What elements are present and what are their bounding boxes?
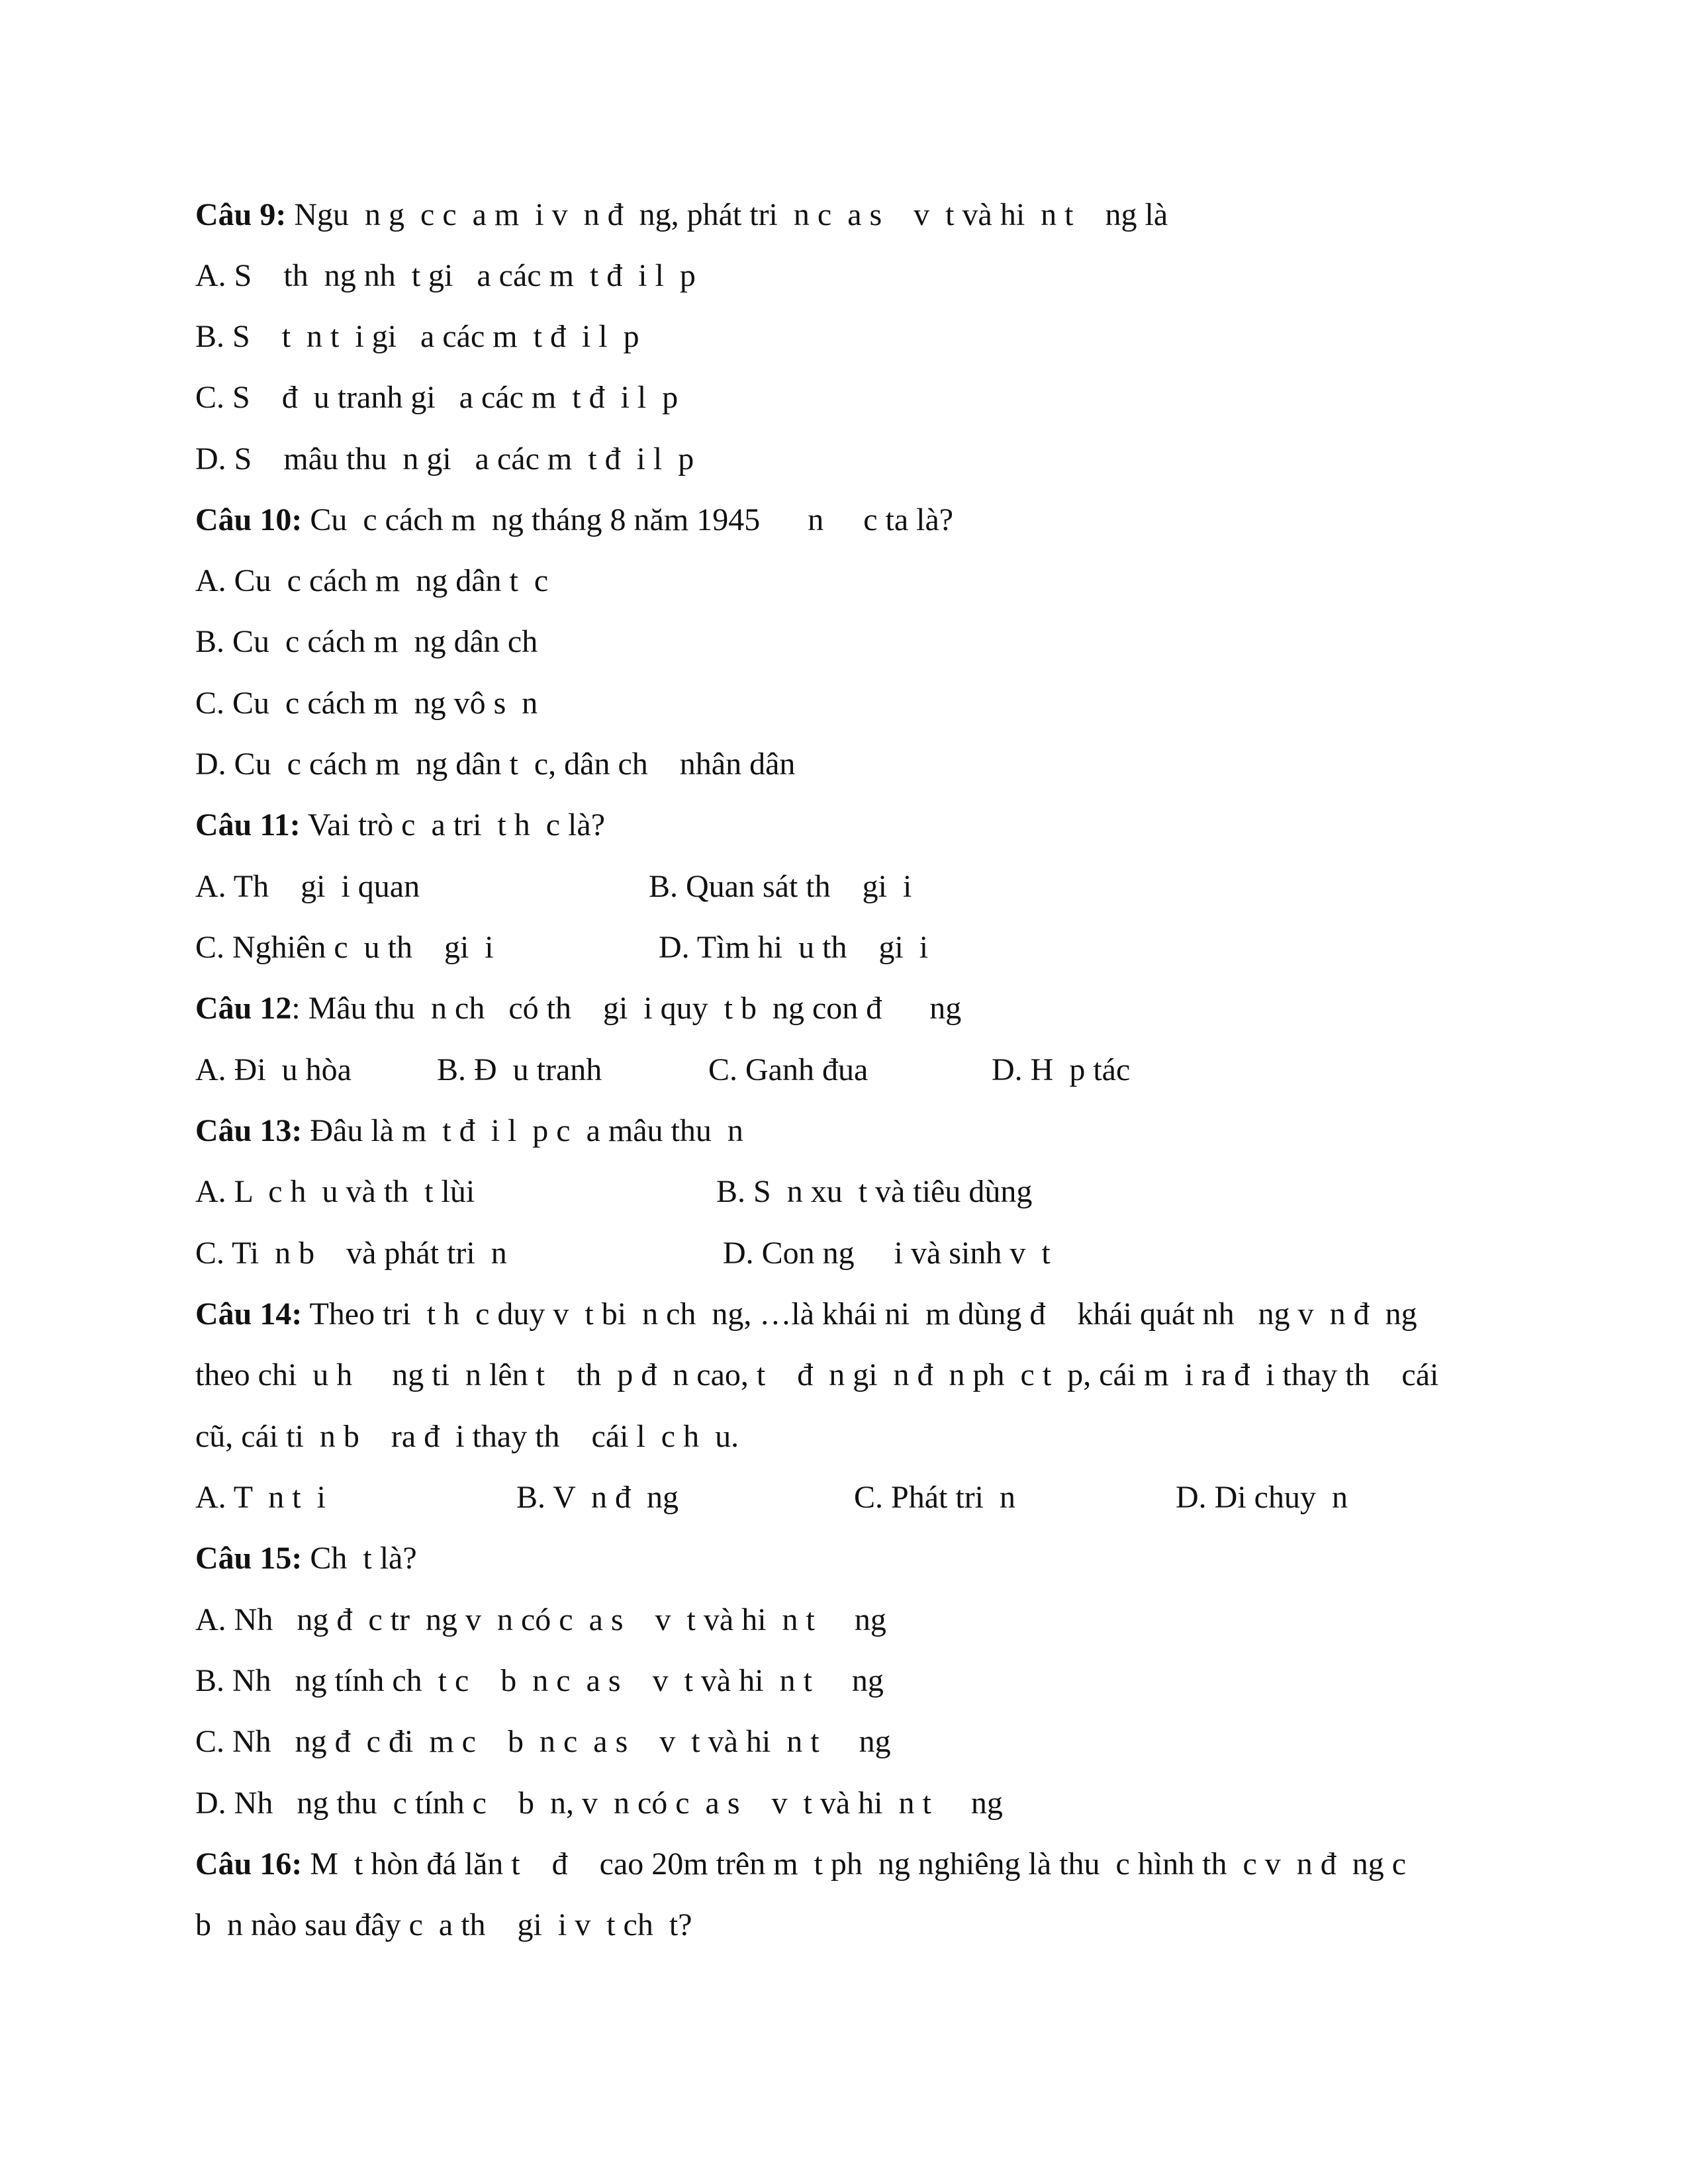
option-10-c: C. Cu c cách m ng vô s n bbox=[195, 686, 538, 721]
question-13-stem bbox=[195, 1111, 743, 1151]
question-14-stem-line-2: theo chi u h ng ti n lên t th p đ n cao, t đ n gi n đ n ph c t p, cái m i ra đ i thay th cái bbox=[195, 1357, 1439, 1392]
question-label: Câu 9: bbox=[195, 197, 287, 232]
question-12-stem bbox=[195, 989, 961, 1028]
question-label: Câu 13: bbox=[195, 1113, 303, 1148]
option-13-d: D. Con ng i và sinh v t bbox=[723, 1236, 1051, 1271]
option-9-d: D. S mâu thu n gi a các m t đ i l p bbox=[195, 441, 694, 477]
option-11-a: A. Th gi i quan bbox=[195, 869, 420, 904]
question-label: Câu 10: bbox=[195, 502, 303, 537]
option-10-b: B. Cu c cách m ng dân ch bbox=[195, 624, 538, 659]
option-15-c: C. Nh ng đ c đi m c b n c a s v t và hi n t ng bbox=[195, 1724, 891, 1759]
option-9-a: A. S th ng nh t gi a các m t đ i l p bbox=[195, 258, 696, 293]
option-15-b: B. Nh ng tính ch t c b n c a s v t và hi n t ng bbox=[195, 1663, 884, 1698]
question-10-stem bbox=[195, 500, 953, 540]
option-9-b: B. S t n t i gi a các m t đ i l p bbox=[195, 319, 639, 354]
question-text: Ch t là? bbox=[302, 1541, 417, 1576]
option-15-a: A. Nh ng đ c tr ng v n có c a s v t và hi n t ng bbox=[195, 1602, 886, 1637]
option-11-c: C. Nghiên c u th gi i bbox=[195, 930, 494, 965]
option-14-b: B. V n đ ng bbox=[516, 1480, 679, 1515]
question-text: Ngu n g c c a m i v n đ ng, phát tri n c a s v t và hi n t ng là bbox=[286, 197, 1168, 232]
question-text: Theo tri t h c duy v t bi n ch ng, …là khái ni m dùng đ khái quát nh ng v n đ ng bbox=[302, 1297, 1417, 1332]
question-9-stem bbox=[195, 195, 1168, 235]
option-9-c: C. S đ u tranh gi a các m t đ i l p bbox=[195, 380, 679, 415]
question-16-stem-line-2: b n nào sau đây c a th gi i v t ch t? bbox=[195, 1907, 692, 1942]
option-15-d: D. Nh ng thu c tính c b n, v n có c a s v t và hi n t ng bbox=[195, 1786, 1003, 1821]
question-label: Câu 12 bbox=[195, 991, 292, 1026]
question-11-stem bbox=[195, 805, 605, 845]
option-13-a: A. L c h u và th t lùi bbox=[195, 1174, 475, 1209]
option-14-a: A. T n t i bbox=[195, 1480, 326, 1515]
question-label: Câu 11: bbox=[195, 807, 301, 842]
question-text: : Mâu thu n ch có th gi i quy t b ng con đ ng bbox=[291, 991, 962, 1026]
question-text: Đâu là m t đ i l p c a mâu thu n bbox=[302, 1113, 743, 1148]
option-12-a: A. Đi u hòa bbox=[195, 1052, 352, 1087]
option-13-b: B. S n xu t và tiêu dùng bbox=[716, 1174, 1033, 1209]
question-14-stem-line-1 bbox=[195, 1295, 1417, 1334]
option-11-d: D. Tìm hi u th gi i bbox=[659, 930, 929, 965]
question-label: Câu 15: bbox=[195, 1541, 303, 1576]
question-14-stem-line-3: cũ, cái ti n b ra đ i thay th cái l c h u. bbox=[195, 1419, 739, 1454]
question-text: Cu c cách m ng tháng 8 năm 1945 n c ta là? bbox=[302, 502, 954, 537]
option-13-c: C. Ti n b và phát tri n bbox=[195, 1236, 507, 1271]
question-15-stem bbox=[195, 1539, 417, 1578]
option-12-c: C. Ganh đua bbox=[708, 1052, 868, 1087]
option-10-d: D. Cu c cách m ng dân t c, dân ch nhân dân bbox=[195, 747, 796, 782]
question-text: Vai trò c a tri t h c là? bbox=[300, 807, 605, 842]
question-label: Câu 16: bbox=[195, 1846, 303, 1882]
question-text: M t hòn đá lăn t đ cao 20m trên m t ph ng nghiêng là thu c hình th c v n đ ng c bbox=[302, 1846, 1407, 1882]
option-14-d: D. Di chuy n bbox=[1176, 1480, 1348, 1515]
question-16-stem-line-1 bbox=[195, 1844, 1406, 1884]
option-14-c: C. Phát tri n bbox=[854, 1480, 1016, 1515]
question-label: Câu 14: bbox=[195, 1297, 303, 1332]
option-12-b: B. Đ u tranh bbox=[437, 1052, 602, 1087]
option-10-a: A. Cu c cách m ng dân t c bbox=[195, 563, 549, 598]
option-11-b: B. Quan sát th gi i bbox=[649, 869, 912, 904]
option-12-d: D. H p tác bbox=[992, 1052, 1131, 1087]
